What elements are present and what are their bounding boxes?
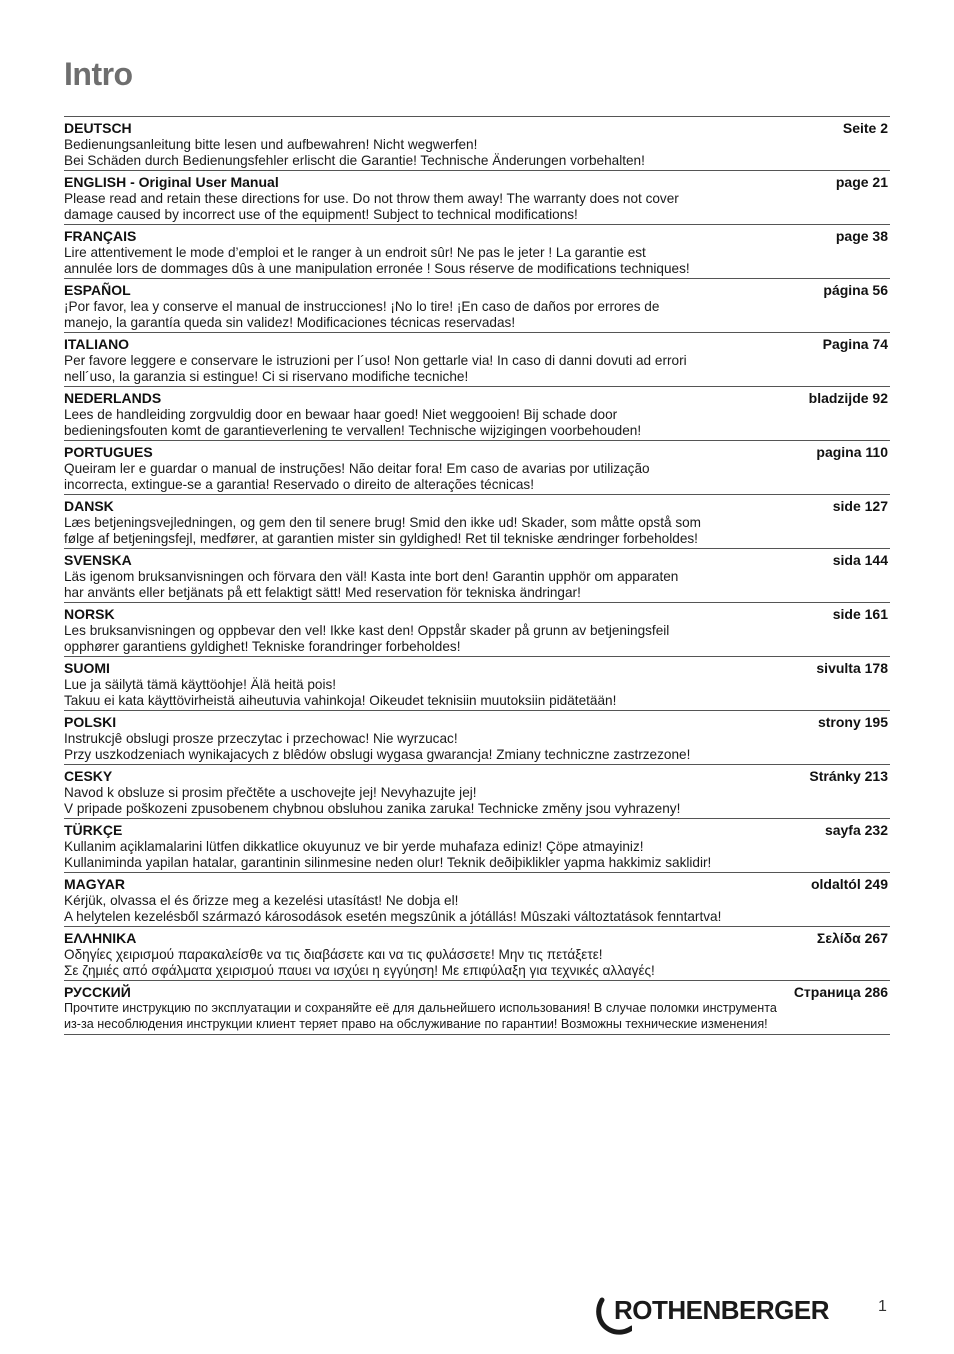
language-entry bbox=[64, 170, 890, 224]
language-description bbox=[64, 407, 888, 438]
description-line: Läs igenom bruksanvisningen och förvara den väl! Kasta inte bort den! Garantin upphör om apparaten bbox=[64, 569, 679, 584]
page-reference: Seite 2 bbox=[842, 120, 888, 136]
description-line: opphører garantiens gyldighet! Tekniske forandringer forbeholdes! bbox=[64, 638, 461, 654]
description-line: Instrukcjê obslugi prosze przeczytac i przechowac! Nie wyrzucac! bbox=[64, 731, 458, 746]
language-name: NORSK bbox=[64, 606, 115, 622]
page-reference: Σελίδα 267 bbox=[816, 930, 888, 946]
description-line: Navod k obsluze si prosim přečtěte a uschovejte jej! Nevyhazujte jej! bbox=[64, 785, 477, 800]
description-line: из-за несоблюдения инструкции клиент теряет право на обслуживание по гарантии! Возможны технические изменения! bbox=[64, 1016, 768, 1031]
language-entry bbox=[64, 494, 890, 548]
description-line: Takuu ei kata käyttövirheistä aiheutuvia vahinkoja! Oikeudet teknisiin muutoksiin pidätetään! bbox=[64, 692, 617, 708]
language-entry bbox=[64, 602, 890, 656]
language-entry bbox=[64, 386, 890, 440]
description-line: Les bruksanvisningen og oppbevar den vel! Ikke kast den! Oppstår skader på grunn av betjeningsfeil bbox=[64, 623, 670, 638]
language-description bbox=[64, 245, 888, 276]
description-line: Bedienungsanleitung bitte lesen und aufbewahren! Nicht wegwerfen! bbox=[64, 137, 478, 152]
language-entry bbox=[64, 332, 890, 386]
language-description bbox=[64, 893, 888, 924]
language-name: DANSK bbox=[64, 498, 114, 514]
language-name: ENGLISH - Original User Manual bbox=[64, 174, 279, 190]
page-reference: página 56 bbox=[823, 282, 888, 298]
description-line: annulée lors de dommages dûs à une manipulation erronée ! Sous réserve de modifications techniques! bbox=[64, 260, 690, 276]
page-reference: page 21 bbox=[835, 174, 888, 190]
page-reference: page 38 bbox=[835, 228, 888, 244]
description-line: Lees de handleiding zorgvuldig door en bewaar haar goed! Niet weggooien! Bij schade door bbox=[64, 407, 618, 422]
description-line: Læs betjeningsvejledningen, og gem den til senere brug! Smid den ikke ud! Skader, som måtte opstå som bbox=[64, 515, 702, 530]
language-description bbox=[64, 785, 888, 816]
description-line: Bei Schäden durch Bedienungsfehler erlischt die Garantie! Technische Änderungen vorbehalten! bbox=[64, 152, 645, 168]
page-reference: Страница 286 bbox=[793, 984, 888, 1000]
page-reference: side 161 bbox=[832, 606, 888, 622]
page-reference: side 127 bbox=[832, 498, 888, 514]
description-line: Lue ja säilytä tämä käyttöohje! Älä heitä pois! bbox=[64, 677, 337, 692]
page-reference: pagina 110 bbox=[816, 444, 888, 460]
page-reference: sayfa 232 bbox=[824, 822, 888, 838]
language-entry bbox=[64, 926, 890, 980]
language-list bbox=[64, 116, 890, 1035]
language-entry bbox=[64, 278, 890, 332]
language-description bbox=[64, 299, 888, 330]
description-line: incorrecta, extingue-se a garantia! Reservado o direito de alterações técnicas! bbox=[64, 476, 534, 492]
language-name: CESKY bbox=[64, 768, 113, 784]
description-line: Kullanim açiklamalarini lütfen dikkatlice okuyunuz ve bir yerde muhafaza ediniz! Çöpe atmayiniz! bbox=[64, 839, 644, 854]
language-description bbox=[64, 677, 888, 708]
description-line: damage caused by incorrect use of the equipment! Subject to technical modifications! bbox=[64, 206, 578, 222]
description-line: ¡Por favor, lea y conserve el manual de instrucciones! ¡No lo tire! ¡En caso de daños por errores de bbox=[64, 299, 660, 314]
brand-name: ROTHENBERGER bbox=[614, 1295, 830, 1325]
language-name: POLSKI bbox=[64, 714, 117, 730]
language-entry bbox=[64, 224, 890, 278]
description-line: Прочтите инструкцию по эксплуатации и сохраняйте её для дальнейшего использования! В случае поломки инструмента bbox=[64, 1001, 777, 1015]
language-name: SVENSKA bbox=[64, 552, 132, 568]
language-entry bbox=[64, 656, 890, 710]
page-reference: oldaltól 249 bbox=[810, 876, 888, 892]
language-description bbox=[64, 353, 888, 384]
language-name: DEUTSCH bbox=[64, 120, 132, 136]
page-title: Intro bbox=[64, 56, 133, 92]
page-reference: sivulta 178 bbox=[816, 660, 888, 676]
language-name: SUOMI bbox=[64, 660, 110, 676]
brand-logo bbox=[592, 1294, 842, 1338]
language-description bbox=[64, 515, 888, 546]
page-number: 1 bbox=[878, 1298, 887, 1315]
language-entry bbox=[64, 980, 890, 1035]
language-description bbox=[64, 191, 888, 222]
description-line: Kullaniminda yapilan hatalar, garantinin silinmesine neden olur! Teknik deðiþiklikler yapma hakkimiz saklidir! bbox=[64, 854, 712, 870]
language-description bbox=[64, 461, 888, 492]
language-entry bbox=[64, 116, 890, 170]
page-reference: Stránky 213 bbox=[809, 768, 888, 784]
language-name: ESPAÑOL bbox=[64, 282, 131, 298]
language-name: NEDERLANDS bbox=[64, 390, 162, 406]
language-description bbox=[64, 137, 888, 168]
language-name: TÜRKÇE bbox=[64, 822, 123, 838]
language-name: FRANÇAIS bbox=[64, 228, 137, 244]
description-line: Per favore leggere e conservare le istruzioni per l´uso! Non gettarle via! In caso di danni dovuti ad errori bbox=[64, 353, 687, 368]
language-description bbox=[64, 623, 888, 654]
description-line: Przy uszkodzeniach wynikajacych z blêdów obslugi wygasa gwarancja! Zmiany techniczne zastrzezone! bbox=[64, 746, 691, 762]
language-name: РУССКИЙ bbox=[64, 984, 131, 1000]
language-description bbox=[64, 731, 888, 762]
page-reference: Pagina 74 bbox=[822, 336, 888, 352]
description-line: bedieningsfouten komt de garantieverlening te vervallen! Technische wijzigingen voorbehouden! bbox=[64, 422, 642, 438]
description-line: A helytelen kezelésből származó károsodások esetén megszûnik a jótállás! Mûszaki változtatások fenntartva! bbox=[64, 908, 722, 924]
language-entry bbox=[64, 872, 890, 926]
language-name: ΕΛΛΗΝΙΚΑ bbox=[64, 930, 137, 946]
language-name: ITALIANO bbox=[64, 336, 130, 352]
page-reference: bladzijde 92 bbox=[808, 390, 888, 406]
description-line: Please read and retain these directions for use. Do not throw them away! The warranty does not cover bbox=[64, 191, 679, 206]
language-name: MAGYAR bbox=[64, 876, 125, 892]
language-description bbox=[64, 839, 888, 870]
page-reference: sida 144 bbox=[832, 552, 888, 568]
language-description bbox=[64, 1001, 888, 1032]
language-entry bbox=[64, 818, 890, 872]
language-description bbox=[64, 569, 888, 600]
description-line: V pripade poškozeni zpusobenem chybnou obsluhou zanika zaruka! Technicke změny jsou vyhrazeny! bbox=[64, 800, 681, 816]
language-entry bbox=[64, 548, 890, 602]
description-line: Σε ζημιές από σφάλματα χειρισμού παυει να ισχύει η εγγύηση! Με επιφύλαξη για τεχνικές αλλαγές! bbox=[64, 962, 655, 978]
description-line: har använts eller betjänats på ett felaktigt sätt! Med reservation för tekniska ändringar! bbox=[64, 584, 581, 600]
description-line: Lire attentivement le mode d’emploi et le ranger à un endroit sûr! Ne pas le jeter ! La garantie est bbox=[64, 245, 646, 260]
description-line: Οδηγίες χειρισμού παρακαλείσθε να τις διαβάσετε και να τις φυλάσσετε! Μην τις πετάξετε! bbox=[64, 947, 603, 962]
language-description bbox=[64, 947, 888, 978]
language-entry bbox=[64, 764, 890, 818]
language-name: PORTUGUES bbox=[64, 444, 153, 460]
description-line: Queiram ler e guardar o manual de instruções! Não deitar fora! Em caso de avarias por utilização bbox=[64, 461, 650, 476]
page-reference: strony 195 bbox=[817, 714, 888, 730]
description-line: manejo, la garantía queda sin validez! Modificaciones técnicas reservadas! bbox=[64, 314, 516, 330]
description-line: følge af betjeningsfejl, medfører, at garantien mister sin gyldighed! Ret til tekniske ændringer forbeholdes! bbox=[64, 530, 698, 546]
language-entry bbox=[64, 710, 890, 764]
description-line: nell´uso, la garanzia si estingue! Ci si riservano modifiche tecniche! bbox=[64, 368, 469, 384]
language-entry bbox=[64, 440, 890, 494]
description-line: Kérjük, olvassa el és őrizze meg a kezelési utasítást! Ne dobja el! bbox=[64, 893, 459, 908]
